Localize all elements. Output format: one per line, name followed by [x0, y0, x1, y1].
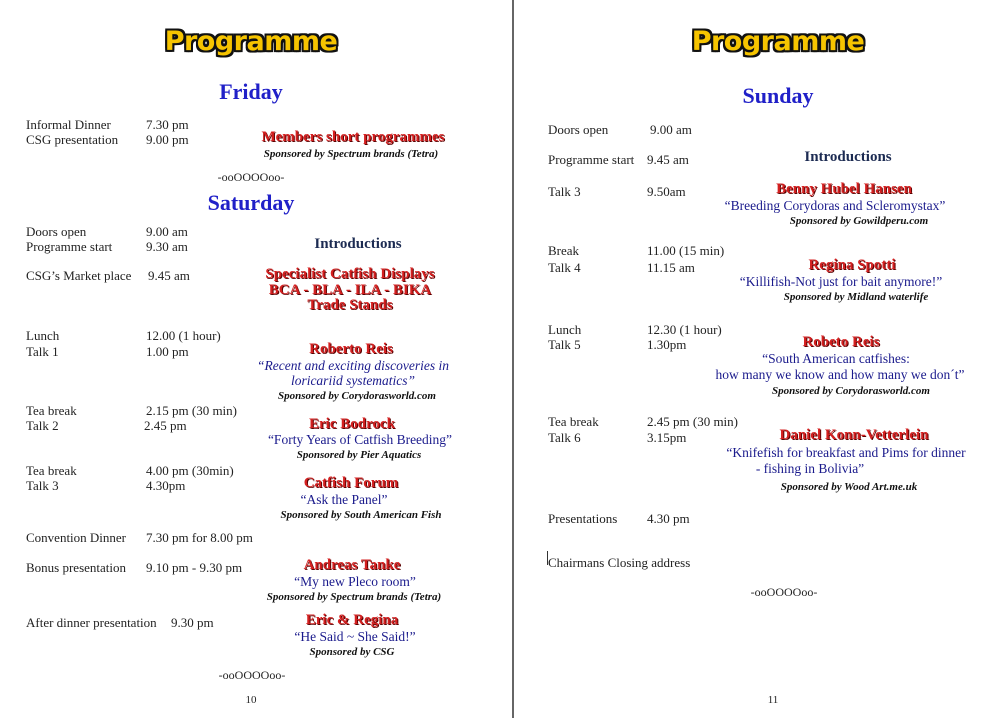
schedule-label: Bonus presentation: [26, 560, 127, 575]
friday-row-time: 9.00 pm: [146, 132, 189, 147]
right-page: [514, 0, 1000, 718]
friday-row-time: 7.30 pm: [146, 117, 189, 132]
schedule-label: Tea break: [26, 403, 77, 418]
talk-topic: how many we know and how many we don´t”: [715, 367, 965, 382]
schedule-label: Programme start: [26, 239, 113, 254]
sponsor-text: Sponsored by Midland waterlife: [783, 291, 929, 303]
schedule-time: 9.45 am: [148, 268, 190, 283]
introductions-heading: Introductions: [314, 236, 402, 252]
event-title: BCA - BLA - ILA - BIKA: [268, 282, 432, 298]
schedule-time: 2.45 pm: [144, 418, 187, 433]
talk-topic: “Killifish-Not just for bait anymore!”: [739, 274, 943, 289]
schedule-label: Talk 5: [548, 337, 581, 352]
schedule-time: 9.50am: [647, 184, 686, 199]
page-number: 11: [767, 694, 779, 706]
schedule-label: Presentations: [548, 511, 618, 526]
speaker-name: Andreas Tanke: [303, 557, 401, 573]
talk-topic: “Forty Years of Catfish Breeding”: [267, 432, 453, 447]
talk-topic: “He Said ~ She Said!”: [294, 629, 416, 644]
sponsor-text: Sponsored by Wood Art.me.uk: [780, 481, 918, 493]
schedule-time: 4.30 pm: [647, 511, 690, 526]
event-title: Specialist Catfish Displays: [265, 266, 435, 282]
schedule-time: 1.30pm: [647, 337, 687, 352]
sunday-heading: Sunday: [742, 83, 814, 108]
schedule-label: Doors open: [548, 122, 609, 137]
speaker-name: Benny Hubel Hansen: [776, 181, 912, 197]
programme-title: Programme: [691, 26, 865, 57]
schedule-time: 9.10 pm - 9.30 pm: [146, 560, 243, 575]
schedule-time: 2.45 pm (30 min): [647, 414, 738, 429]
schedule-label: Doors open: [26, 224, 87, 239]
sponsor-text: Sponsored by Gowildperu.com: [789, 215, 929, 227]
sponsor-text: Sponsored by Spectrum brands (Tetra): [263, 148, 439, 160]
schedule-label: Break: [548, 243, 580, 258]
friday-row-label: CSG presentation: [26, 132, 119, 147]
schedule-label: Tea break: [548, 414, 599, 429]
schedule-time: 12.30 (1 hour): [647, 322, 722, 337]
speaker-name: Roberto Reis: [309, 341, 393, 357]
schedule-time: 9.45 am: [647, 152, 689, 167]
schedule-label: Talk 3: [26, 478, 59, 493]
schedule-time: 9.30 pm: [171, 615, 214, 630]
schedule-label: Lunch: [548, 322, 582, 337]
schedule-label: Talk 2: [26, 418, 59, 433]
schedule-label: Tea break: [26, 463, 77, 478]
friday-row-label: Informal Dinner: [26, 117, 111, 132]
schedule-time: 12.00 (1 hour): [146, 328, 221, 343]
schedule-time: 9.30 am: [146, 239, 188, 254]
sponsor-text: Sponsored by South American Fish: [280, 509, 442, 521]
talk-topic: “Breeding Corydoras and Scleromystax”: [724, 198, 946, 213]
speaker-name: Eric & Regina: [305, 612, 399, 628]
schedule-label: Talk 3: [548, 184, 581, 199]
speaker-name: Daniel Konn-Vetterlein: [779, 427, 929, 443]
sponsor-text: Sponsored by Corydorasworld.com: [278, 390, 436, 402]
talk-topic: loricariid systematics”: [290, 373, 416, 388]
schedule-time: 9.00 am: [146, 224, 188, 239]
schedule-time: 7.30 pm for 8.00 pm: [146, 530, 253, 545]
schedule-label: Convention Dinner: [26, 530, 127, 545]
talk-topic: “Knifefish for breakfast and Pims for dinner: [726, 445, 966, 460]
schedule-time: 1.00 pm: [146, 344, 189, 359]
friday-heading: Friday: [219, 79, 283, 104]
speaker-name: Eric Bodrock: [309, 416, 395, 432]
schedule-time: 2.15 pm (30 min): [146, 403, 237, 418]
event-title: Trade Stands: [307, 297, 393, 313]
schedule-label: Lunch: [26, 328, 60, 343]
schedule-time: 9.00 am: [650, 122, 692, 137]
closing-address: Chairmans Closing address: [548, 555, 691, 570]
talk-topic: - fishing in Bolivia”: [755, 461, 865, 476]
schedule-time: 11.00 (15 min): [647, 243, 725, 258]
schedule-time: 11.15 am: [647, 260, 695, 275]
sponsor-text: Sponsored by Corydorasworld.com: [772, 385, 930, 397]
event-title: Members short programmes: [261, 129, 445, 145]
separator: -ooOOOOoo-: [217, 170, 285, 184]
schedule-time: 4.00 pm (30min): [146, 463, 234, 478]
schedule-label: After dinner presentation: [26, 615, 157, 630]
schedule-time: 3.15pm: [647, 430, 687, 445]
schedule-label: Talk 6: [548, 430, 581, 445]
talk-topic: “Recent and exciting discoveries in: [257, 358, 449, 373]
sponsor-text: Sponsored by CSG: [309, 646, 395, 658]
talk-topic: “Ask the Panel”: [300, 492, 388, 507]
sponsor-text: Sponsored by Pier Aquatics: [296, 449, 422, 461]
page-number: 10: [245, 694, 257, 706]
speaker-name: Regina Spotti: [808, 257, 896, 273]
talk-topic: “My new Pleco room”: [294, 574, 416, 589]
sponsor-text: Sponsored by Spectrum brands (Tetra): [266, 591, 442, 603]
separator: -ooOOOOoo-: [750, 585, 818, 599]
programme-title: Programme: [164, 26, 338, 57]
schedule-label: Programme start: [548, 152, 635, 167]
speaker-name: Catfish Forum: [303, 475, 399, 491]
speaker-name: Robeto Reis: [802, 334, 880, 350]
saturday-heading: Saturday: [207, 190, 295, 215]
schedule-label: CSG’s Market place: [26, 268, 132, 283]
talk-topic: “South American catfishes:: [762, 351, 910, 366]
schedule-time: 4.30pm: [146, 478, 186, 493]
separator: -ooOOOOoo-: [218, 668, 286, 682]
schedule-label: Talk 4: [548, 260, 581, 275]
introductions-heading: Introductions: [804, 149, 892, 165]
schedule-label: Talk 1: [26, 344, 59, 359]
